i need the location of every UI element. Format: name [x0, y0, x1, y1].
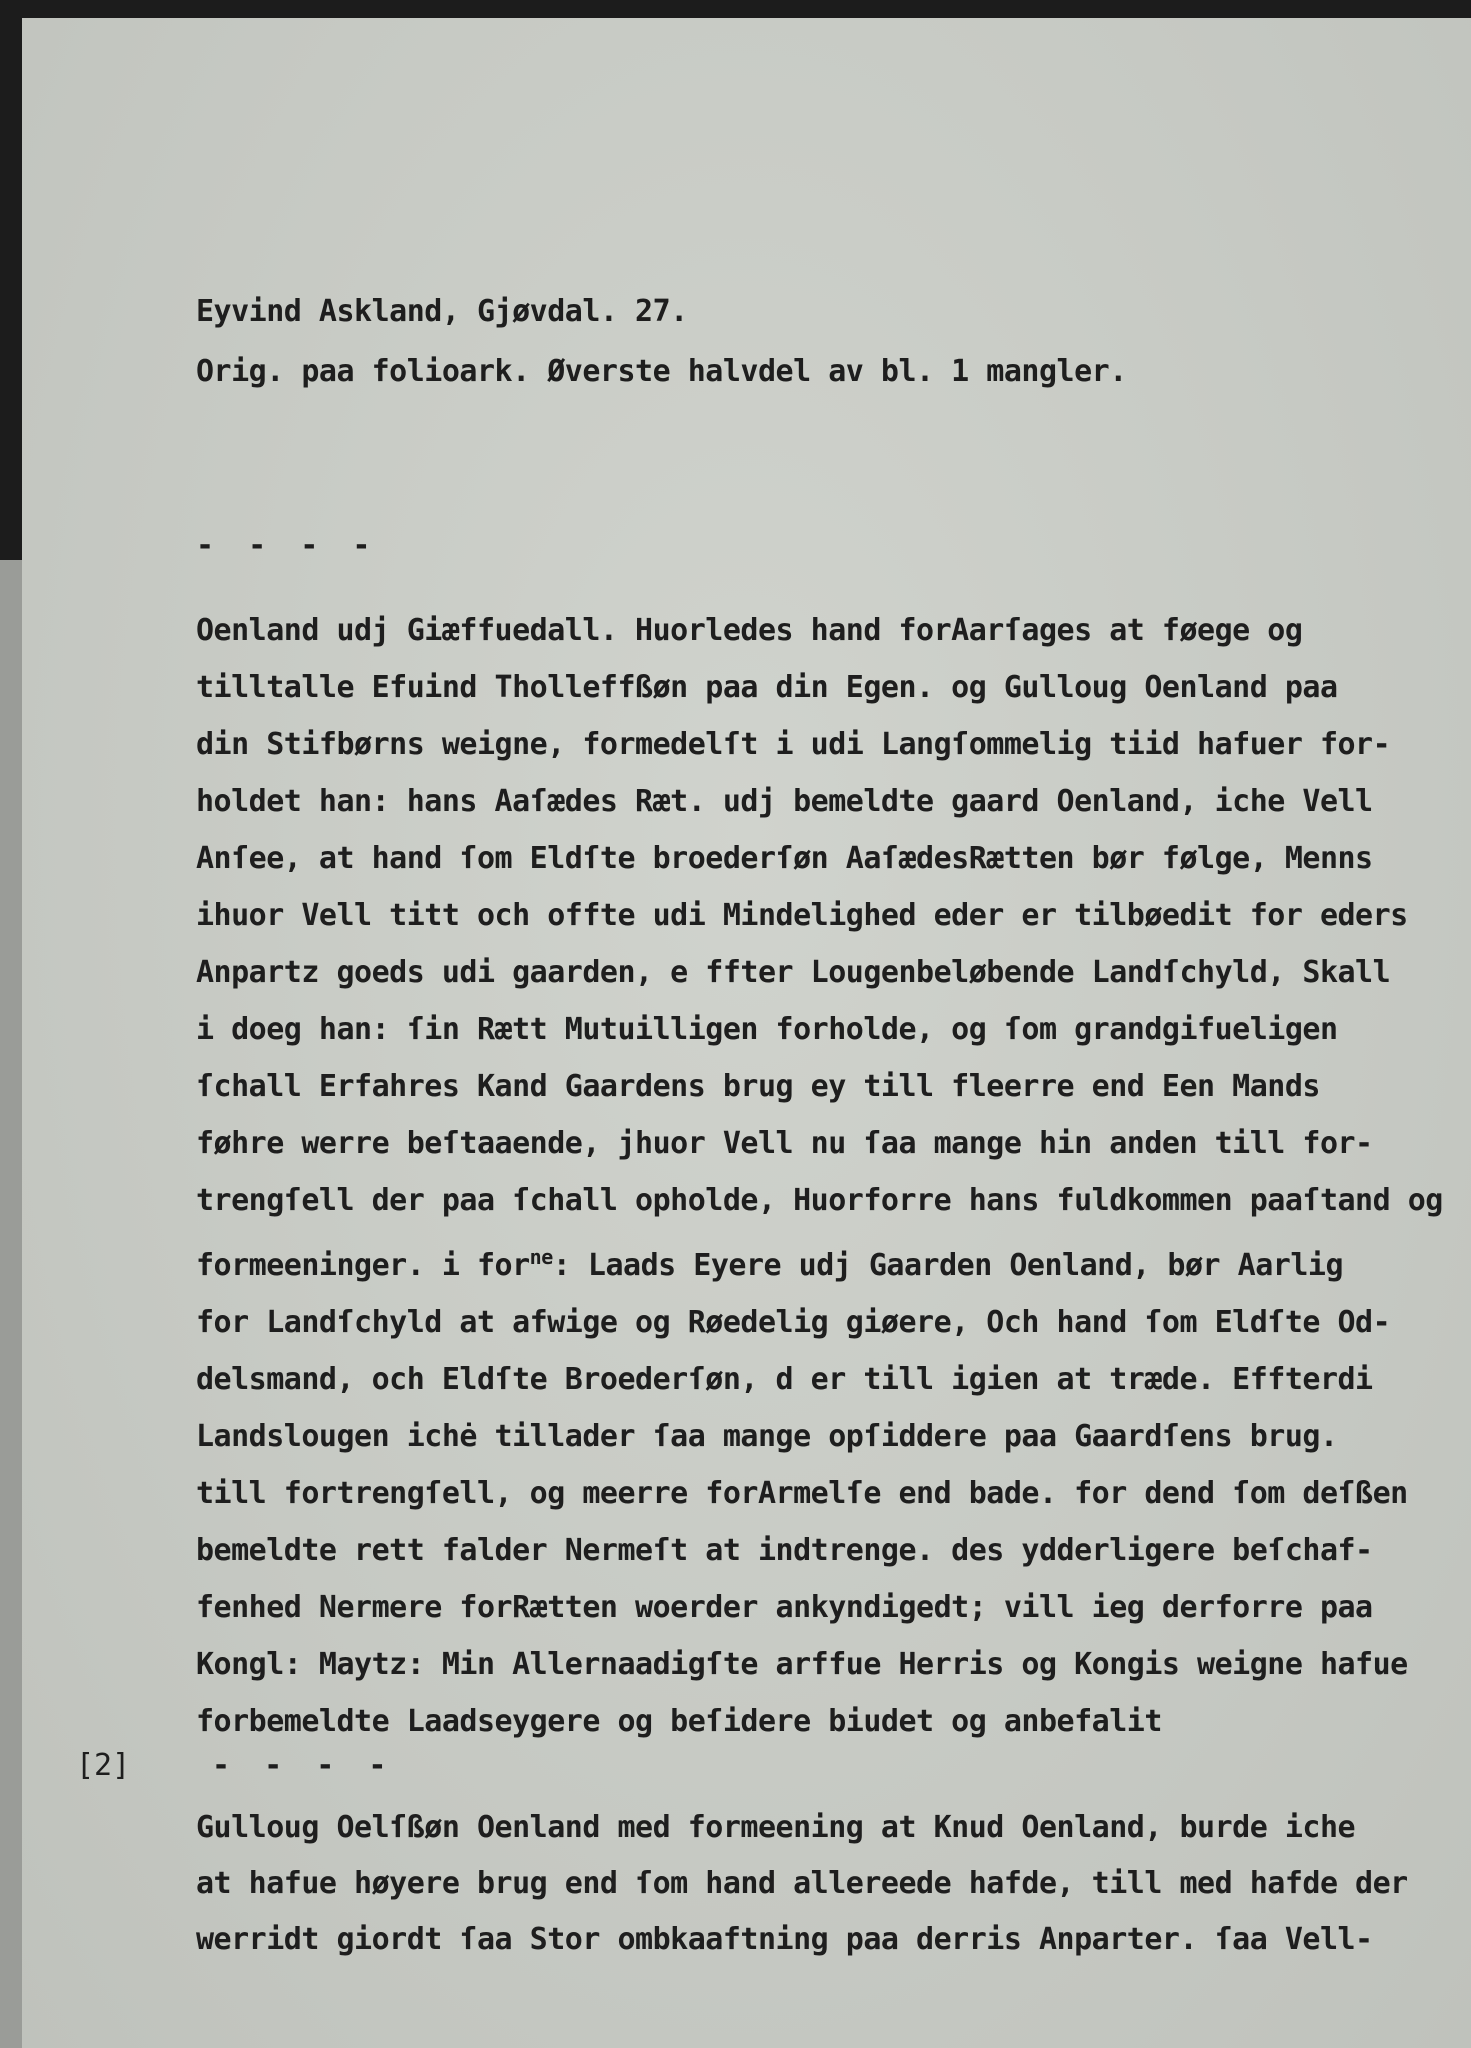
body-line: till fortrengſell, og meerre forArmelſe end bade. for dend ſom deſßen: [196, 1476, 1408, 1511]
margin-page-number: [2]: [76, 1748, 131, 1783]
body-line: Landslougen ichė tillader ſaa mange opſiddere paa Gaardſens brug.: [196, 1419, 1338, 1454]
separator-dashes: - - - -: [196, 528, 379, 563]
body-line-end: : Laads Eyere udj Gaarden Oenland, bør Aarlig: [552, 1248, 1344, 1283]
page-edge-shadow: [0, 560, 22, 2048]
body-line: holdet han: hans Aaſædes Ræt. udj bemeldte gaard Oenland, iche Vell: [196, 784, 1373, 819]
body-line: trengſell der paa ſchall opholde, Huorforre hans fuldkommen paaſtand og: [196, 1183, 1443, 1218]
separator-dashes-2: - - - -: [212, 1748, 395, 1783]
header-note: Orig. paa folioark. Øverste halvdel av bl. 1 mangler.: [196, 354, 1127, 389]
body-line: i doeg han: ſin Rætt Mutuilligen forholde, og ſom grandgifueligen: [196, 1012, 1338, 1047]
body-line: Anpartz goeds udi gaarden, e ffter Lougenbeløbende Landſchyld, Skall: [196, 955, 1391, 990]
body-line: for Landſchyld at afwige og Røedelig giøere, Och hand ſom Eldſte Od-: [196, 1305, 1391, 1340]
body-line: bemeldte rett falder Nermeſt at indtrenge. des ydderligere beſchaf-: [196, 1533, 1373, 1568]
body-line: din Stifbørns weigne, formedelſt i udi Langſommelig tiid hafuer for-: [196, 727, 1391, 762]
body-line: tilltalle Efuind Tholleffßøn paa din Egen. og Gulloug Oenland paa: [196, 670, 1338, 705]
body-line: fenhed Nermere forRætten woerder ankyndigedt; vill ieg derforre paa: [196, 1590, 1373, 1625]
header-title: Eyvind Askland, Gjøvdal. 27.: [196, 294, 688, 329]
body-line-with-superscript: [196, 1229, 1443, 1294]
tail-line: Gulloug Oelſßøn Oenland med formeening at Knud Oenland, burde iche: [196, 1810, 1356, 1845]
body-line: Kongl: Maytz: Min Allernaadigſte arffue Herris og Kongis weigne hafue: [196, 1647, 1408, 1682]
transcription-tail: [196, 1800, 1408, 1968]
superscript: ne: [529, 1245, 553, 1269]
transcription-body: [196, 602, 1443, 1750]
body-line: føhre werre beſtaaende, jhuor Vell nu ſaa mange hin anden till for-: [196, 1126, 1373, 1161]
body-line-start: formeeninger. i for: [196, 1248, 530, 1283]
body-line: Anſee, at hand ſom Eldſte broederſøn AaſædesRætten bør følge, Menns: [196, 841, 1373, 876]
tail-line: at hafue høyere brug end ſom hand allereede hafde, till med hafde der: [196, 1866, 1408, 1901]
body-line: delsmand, och Eldſte Broederſøn, d er till igien at træde. Effterdi: [196, 1362, 1373, 1397]
document-header: [196, 282, 1127, 402]
body-line: ſchall Erfahres Kand Gaardens brug ey till fleerre end Een Mands: [196, 1069, 1320, 1104]
tail-line: werridt giordt ſaa Stor ombkaaftning paa derris Anparter. ſaa Vell-: [196, 1922, 1373, 1957]
body-line: Oenland udj Giæffuedall. Huorledes hand forAarſages at føege og: [196, 613, 1303, 648]
body-line: ihuor Vell titt och offte udi Mindelighed eder er tilbøedit for eders: [196, 898, 1408, 933]
body-line: forbemeldte Laadseygere og beſidere biudet og anbefalit: [196, 1704, 1162, 1739]
